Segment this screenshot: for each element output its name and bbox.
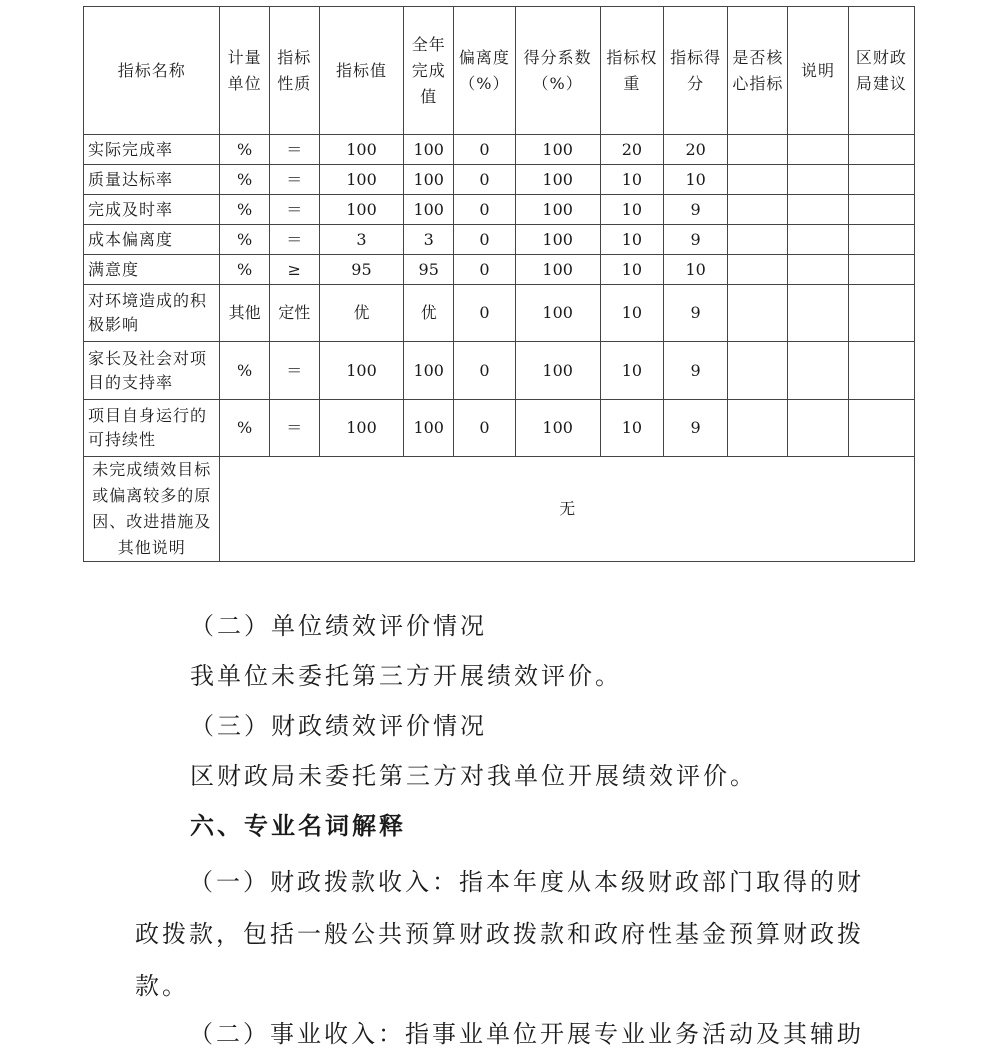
table-row: [84, 342, 915, 400]
header-cell: 计量单位: [220, 7, 269, 135]
table-cell: 10: [600, 342, 663, 400]
indicator-name-cell: 成本偏离度: [84, 225, 220, 255]
table-cell: 10: [600, 400, 663, 457]
indicator-name-cell: 质量达标率: [84, 165, 220, 195]
table-cell: ＝: [269, 400, 319, 457]
header-cell: 指标得分: [664, 7, 728, 135]
header-cell: 全年完成值: [404, 7, 454, 135]
table-row: [84, 285, 915, 342]
indicator-name-cell: 项目自身运行的可持续性: [84, 400, 220, 457]
table-row: [84, 400, 915, 457]
table-cell: 100: [515, 285, 600, 342]
table-cell: 100: [515, 342, 600, 400]
table-cell: [788, 342, 848, 400]
table-cell: 100: [404, 165, 454, 195]
table-cell: 3: [404, 225, 454, 255]
note-label: 未完成绩效目标或偏离较多的原因、改进措施及其他说明: [84, 457, 220, 562]
table-cell: 100: [319, 400, 403, 457]
table-row: [84, 255, 915, 285]
table-cell: [728, 165, 788, 195]
table-cell: ＝: [269, 225, 319, 255]
note-row: [84, 457, 915, 562]
table-row: [84, 225, 915, 255]
header-cell: 区财政局建议: [848, 7, 914, 135]
table-cell: [788, 195, 848, 225]
header-cell: 指标值: [319, 7, 403, 135]
table-cell: 100: [404, 342, 454, 400]
table-cell: [788, 135, 848, 165]
table-row: [84, 195, 915, 225]
table-cell: 10: [600, 195, 663, 225]
table-cell: 10: [664, 255, 728, 285]
table-cell: 3: [319, 225, 403, 255]
table-cell: 95: [404, 255, 454, 285]
table-cell: [788, 285, 848, 342]
header-cell: 指标名称: [84, 7, 220, 135]
table-cell: [848, 285, 914, 342]
table-cell: [728, 400, 788, 457]
table-cell: 100: [515, 225, 600, 255]
table-cell: 100: [404, 400, 454, 457]
indicator-name-cell: 实际完成率: [84, 135, 220, 165]
performance-table: [83, 6, 915, 562]
table-cell: [728, 225, 788, 255]
indicator-name-cell: 完成及时率: [84, 195, 220, 225]
section-2-text: 我单位未委托第三方开展绩效评价。: [190, 662, 622, 690]
table-cell: [728, 342, 788, 400]
table-cell: [728, 255, 788, 285]
table-body: [84, 135, 915, 457]
table-cell: 20: [664, 135, 728, 165]
header-cell: 偏离度（%）: [454, 7, 515, 135]
table-cell: [848, 165, 914, 195]
table-cell: 100: [515, 165, 600, 195]
table-cell: 优: [404, 285, 454, 342]
table-cell: 95: [319, 255, 403, 285]
table-cell: 9: [664, 342, 728, 400]
table-cell: 100: [515, 135, 600, 165]
table-cell: 0: [454, 342, 515, 400]
header-cell: 说明: [788, 7, 848, 135]
table-cell: 100: [515, 400, 600, 457]
table-cell: 100: [319, 165, 403, 195]
section-6-heading: 六、专业名词解释: [190, 811, 406, 840]
table-cell: [788, 255, 848, 285]
table-cell: 9: [664, 225, 728, 255]
table-cell: [848, 135, 914, 165]
table-cell: 10: [600, 255, 663, 285]
table-cell: ＝: [269, 342, 319, 400]
header-cell: 指标性质: [269, 7, 319, 135]
table-cell: [728, 285, 788, 342]
table-cell: 其他: [220, 285, 269, 342]
table-cell: 100: [319, 135, 403, 165]
table-cell: [728, 135, 788, 165]
table-cell: 定性: [269, 285, 319, 342]
table-cell: %: [220, 400, 269, 457]
term-2-label: （二）事业收入：: [189, 1020, 405, 1048]
table-cell: [848, 225, 914, 255]
section-3-text: 区财政局未委托第三方对我单位开展绩效评价。: [190, 762, 757, 790]
term-1-paragraph: [135, 856, 880, 1012]
table-cell: 100: [404, 135, 454, 165]
table-cell: 0: [454, 400, 515, 457]
header-cell: 指标权重: [600, 7, 663, 135]
table-cell: 9: [664, 285, 728, 342]
table-cell: [848, 255, 914, 285]
header-cell: 得分系数（%）: [515, 7, 600, 135]
term-1-text: 指本年度从本级财政部门取得的财政拨款，包括一般公共预算财政拨款和政府性基金预算财政拨款。: [135, 868, 864, 1000]
table-cell: ≥: [269, 255, 319, 285]
table-cell: 0: [454, 195, 515, 225]
table-cell: %: [220, 135, 269, 165]
table-cell: 9: [664, 400, 728, 457]
term-1-label: （一）财政拨款收入：: [189, 868, 459, 896]
table-cell: ＝: [269, 135, 319, 165]
section-3-heading: （三）财政绩效评价情况: [190, 712, 487, 740]
table-cell: 100: [515, 255, 600, 285]
table-cell: %: [220, 225, 269, 255]
table-cell: [848, 342, 914, 400]
section-2-heading: （二）单位绩效评价情况: [190, 612, 487, 640]
table-cell: ＝: [269, 165, 319, 195]
table-cell: [848, 400, 914, 457]
indicator-name-cell: 对环境造成的积极影响: [84, 285, 220, 342]
table-cell: 0: [454, 255, 515, 285]
table-cell: %: [220, 342, 269, 400]
table-cell: 0: [454, 285, 515, 342]
table-cell: 100: [515, 195, 600, 225]
table-cell: [788, 165, 848, 195]
term-2-text: 指事业单位开展专业业务活动及其辅助: [405, 1020, 864, 1048]
table-cell: 10: [600, 165, 663, 195]
indicator-name-cell: 满意度: [84, 255, 220, 285]
table-cell: 10: [600, 285, 663, 342]
table-cell: 20: [600, 135, 663, 165]
table-cell: [848, 195, 914, 225]
table-header-row: [84, 7, 915, 135]
table-cell: 10: [600, 225, 663, 255]
table-cell: 0: [454, 225, 515, 255]
header-cell: 是否核心指标: [728, 7, 788, 135]
table-cell: 10: [664, 165, 728, 195]
note-value: 无: [220, 457, 915, 562]
table-cell: 优: [319, 285, 403, 342]
table-cell: %: [220, 165, 269, 195]
table-cell: %: [220, 195, 269, 225]
table-cell: 0: [454, 165, 515, 195]
table-cell: [728, 195, 788, 225]
table-cell: [788, 400, 848, 457]
table-cell: 0: [454, 135, 515, 165]
table-cell: 100: [319, 342, 403, 400]
indicator-name-cell: 家长及社会对项目的支持率: [84, 342, 220, 400]
table-cell: ＝: [269, 195, 319, 225]
term-2-paragraph: [135, 1008, 880, 1060]
table-cell: 9: [664, 195, 728, 225]
table-cell: 100: [404, 195, 454, 225]
table-cell: [788, 225, 848, 255]
table-row: [84, 165, 915, 195]
table-cell: 100: [319, 195, 403, 225]
table-row: [84, 135, 915, 165]
table-cell: %: [220, 255, 269, 285]
